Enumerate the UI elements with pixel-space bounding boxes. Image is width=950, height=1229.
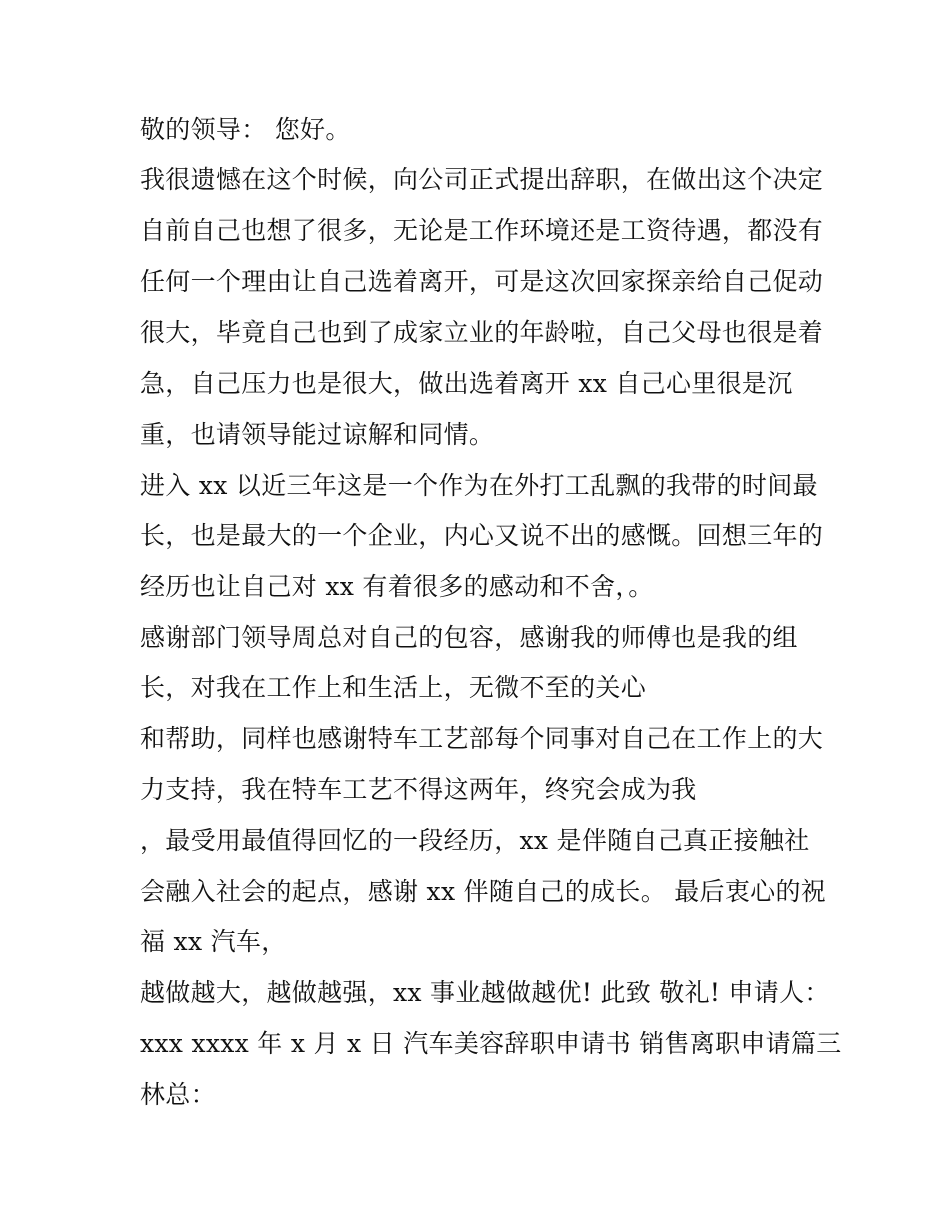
text-line: 长，对我在工作上和生活上，无微不至的关心 [140,673,647,702]
text-line: 长，也是最大的一个企业，内心又说不出的感慨。回想三年的 [140,521,824,550]
text-line: 自前自己也想了很多，无论是工作环境还是工资待遇，都没有 [140,216,824,245]
text-line: 经历也让自己对 xx 有着很多的感动和不舍，。 [140,572,654,601]
text-line: 感谢部门领导周总对自己的包容，感谢我的师傅也是我的组 [140,623,798,652]
text-line: 进入 xx 以近三年这是一个作为在外打工乱飘的我带的时间最 [140,471,818,500]
text-line-greeting: 敬的领导： 您好。 [140,115,351,144]
text-line-addressee: 林总： [140,1080,216,1109]
text-line: 会融入社会的起点，感谢 xx 伴随自己的成长。 最后衷心的祝 [140,877,827,906]
text-line: xxx xxxx 年 x 月 x 日 汽车美容辞职申请书 销售离职申请篇三 [140,1029,842,1058]
text-line: 急，自己压力也是很大，做出选着离开 xx 自己心里很是沉 [140,369,793,398]
text-line: 很大，毕竟自己也到了成家立业的年龄啦，自己父母也很是着 [140,318,824,347]
text-line: 重，也请领导能过谅解和同情。 [140,420,495,449]
text-line: 力支持，我在特车工艺不得这两年，终究会成为我 [140,775,697,804]
text-line: 越做越大，越做越强，xx 事业越做越优! 此致 敬礼! 申请人： [140,978,830,1007]
text-line: 任何一个理由让自己选着离开，可是这次回家探亲给自己促动 [140,267,824,296]
text-line: 和帮助，同样也感谢特车工艺部每个同事对自己在工作上的大 [140,724,824,753]
text-line: 我很遗憾在这个时候，向公司正式提出辞职，在做出这个决定 [140,165,824,194]
text-line: 福 xx 汽车， [140,927,287,956]
text-line: ，最受用最值得回忆的一段经历，xx 是伴随自己真正接触社 [140,826,810,855]
